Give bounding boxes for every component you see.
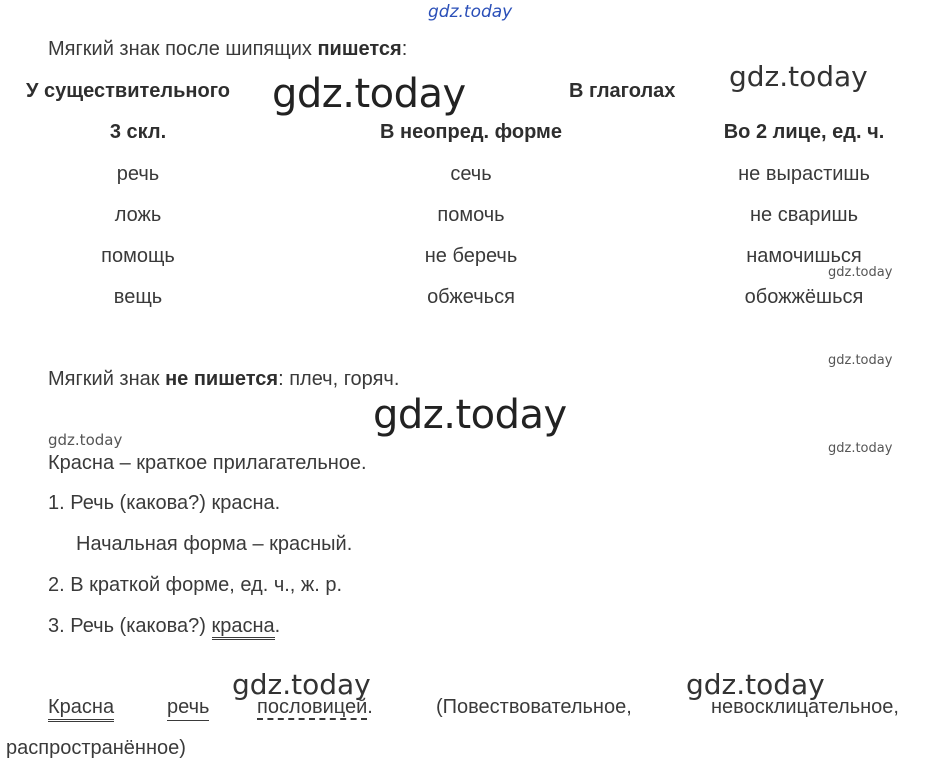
list-item: обожжёшься bbox=[744, 286, 864, 308]
list-item: речь bbox=[116, 163, 160, 185]
intro-text: Мягкий знак после шипящих bbox=[48, 38, 318, 60]
analysis-line-5-word: красна bbox=[212, 615, 275, 640]
list-item: помочь bbox=[437, 204, 505, 226]
watermark-header-right: gdz.today bbox=[729, 60, 868, 93]
list-item: не сваришь bbox=[749, 204, 858, 226]
list-item: сечь bbox=[450, 163, 492, 185]
sentence-word-2: речь bbox=[167, 696, 209, 721]
not-written-text: Мягкий знак bbox=[48, 368, 166, 390]
sentence-word-3-wrap bbox=[257, 696, 373, 719]
sentence-note-3: распространённое) bbox=[6, 737, 186, 759]
watermark-mid-right-2: gdz.today bbox=[828, 441, 893, 456]
sentence-word-1: Красна bbox=[48, 696, 114, 722]
watermark-row4: gdz.today bbox=[828, 265, 893, 280]
analysis-line-5 bbox=[48, 615, 280, 638]
header-nouns: У существительного bbox=[26, 80, 230, 102]
list-item: не вырастишь bbox=[738, 163, 870, 185]
intro-line bbox=[48, 38, 407, 61]
sentence-note-1: (Повествовательное, bbox=[436, 696, 632, 718]
intro-bold: пишется bbox=[317, 38, 402, 60]
list-item: вещь bbox=[113, 286, 163, 308]
watermark-bottom-left: gdz.today bbox=[232, 668, 371, 701]
watermark-bottom-right: gdz.today bbox=[686, 668, 825, 701]
analysis-line-4: 2. В краткой форме, ед. ч., ж. р. bbox=[48, 574, 343, 596]
list-item: не беречь bbox=[424, 245, 518, 267]
column-title-1: 3 скл. bbox=[109, 121, 167, 143]
header-verbs: В глаголах bbox=[569, 80, 676, 102]
sentence-note-2: невосклицательное, bbox=[711, 696, 899, 718]
analysis-line-3: Начальная форма – красный. bbox=[76, 533, 353, 555]
not-written-bold: не пишется bbox=[165, 368, 279, 390]
list-item: обжечься bbox=[427, 286, 515, 308]
column-title-2: В неопред. форме bbox=[380, 121, 562, 143]
sentence-dot: . bbox=[367, 696, 373, 718]
watermark-top: gdz.today bbox=[428, 2, 513, 22]
analysis-line-2: 1. Речь (какова?) красна. bbox=[48, 492, 281, 514]
intro-tail: : bbox=[401, 38, 408, 60]
list-item: ложь bbox=[114, 204, 162, 226]
sentence-word-3: пословицей bbox=[257, 696, 368, 718]
analysis-line-1: Красна – краткое прилагательное. bbox=[48, 452, 367, 474]
watermark-header-big: gdz.today bbox=[272, 71, 466, 117]
watermark-mid-right-1: gdz.today bbox=[828, 353, 893, 368]
column-title-3: Во 2 лице, ед. ч. bbox=[723, 121, 885, 143]
watermark-mid-left: gdz.today bbox=[48, 431, 123, 449]
list-item: помощь bbox=[101, 245, 175, 267]
not-written-tail: : плеч, горяч. bbox=[278, 368, 400, 390]
not-written-line bbox=[48, 368, 399, 391]
analysis-line-5-suffix: . bbox=[274, 615, 281, 637]
watermark-mid-big: gdz.today bbox=[373, 392, 567, 438]
analysis-line-5-prefix: 3. Речь (какова?) bbox=[48, 615, 212, 637]
list-item: намочишься bbox=[746, 245, 862, 267]
